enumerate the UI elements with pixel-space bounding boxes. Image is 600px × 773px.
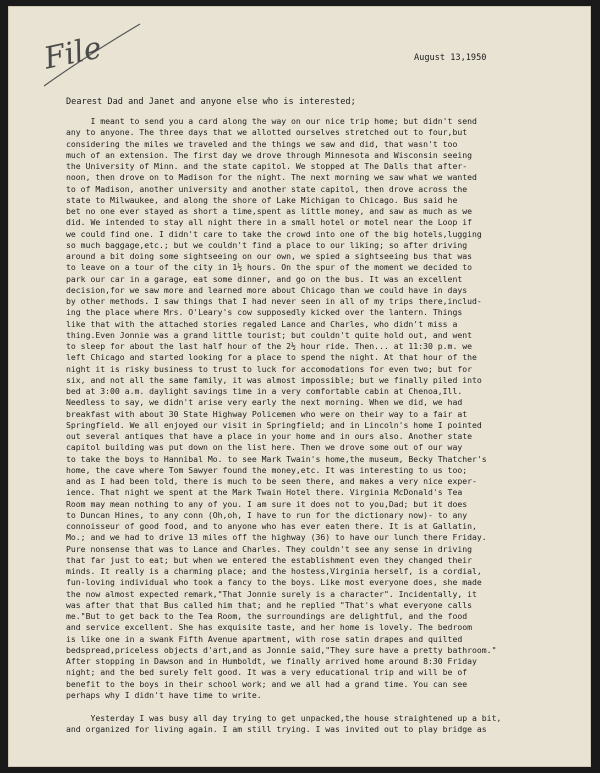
- letter-line: around a bit doing some sightseeing on our own, we spied a sightseeing bus that was: [66, 251, 473, 261]
- letter-line: bet no one ever stayed as short a time,spent as little money, and saw as much as we: [66, 206, 473, 216]
- letter-line: and service excellent. She has exquisite taste, and her home is lovely. The bedroom: [66, 622, 473, 633]
- letter-line: any to anyone. The three days that we allotted ourselves stretched out to four,but: [66, 127, 468, 138]
- letter-line: After stopping in Dawson and in Humboldt, we finally arrived home around 8:30 Friday: [66, 656, 477, 666]
- letter-line: like that with the attached stories regaled Lance and Charles, who didn't miss a: [66, 318, 458, 329]
- letter-line: benefit to the boys in their school work; and we all had a grand time. You can see: [66, 678, 468, 689]
- letter-line: by other methods. I saw things that I had never seen in all of my trips there,includ-: [66, 296, 482, 306]
- letter-line: is like one in a swank Fifth Avenue apartment, with rose satin drapes and quilted: [66, 633, 463, 644]
- letter-line: decision,for we saw more and learned more about Chicago than we could have in days: [66, 284, 468, 295]
- paragraph-2: [66, 713, 586, 736]
- letter-line: connoisseur of good food, and to anyone who has ever eaten there. It is at Gallatin,: [66, 521, 477, 531]
- letter-line: so much baggage,etc.; but we couldn't find a place to our liking; so after driving: [66, 239, 468, 250]
- letter-line: perhaps why I didn't have time to write.: [66, 689, 262, 700]
- letter-line: the University of Minn. and the state capitol. We stopped at The Dalls that after-: [66, 161, 468, 171]
- letter-line: Pure nonsense that was to Lance and Charles. They couldn't see any sense in driving: [66, 543, 473, 554]
- letter-line: that far just to eat; but when we entered the establishment even they changed their: [66, 554, 473, 565]
- letter-line: state to Milwaukee, and along the shore of Lake Michigan to Chicago. Bus said he: [66, 194, 458, 205]
- letter-line: capitol building was put down on the list here. Then we drove some out of our way: [66, 442, 463, 453]
- letter-line: considering the miles we traveled and the things we saw and did, that wasn't too: [66, 138, 458, 149]
- letter-line: did. We intended to stay all night there in a small hotel or motel near the Loop if: [66, 217, 473, 228]
- letter-line: to sleep for about the last half hour of the 2½ hour ride. Then... at 11:30 p.m. we: [66, 341, 473, 351]
- letter-line: noon, then drove on to Madison for the night. The next morning we saw what we wanted: [66, 172, 477, 183]
- letter-line: to of Madison, another university and another state capitol, then drove across the: [66, 183, 468, 194]
- letter-page: [8, 6, 591, 767]
- letter-salutation: Dearest Dad and Janet and anyone else who is interested;: [66, 97, 356, 107]
- letter-line: ience. That night we spent at the Mark Twain Hotel there. Virginia McDonald's Tea: [66, 487, 463, 498]
- letter-line: night; and the bed surely felt good. It was a very educational trip and will be of: [66, 667, 468, 678]
- letter-line: to leave on a tour of the city in 1½ hours. On the spur of the moment we decided to: [66, 262, 473, 273]
- letter-line: six, and not all the same family, it was almost impossible; but we finally piled into: [66, 374, 482, 385]
- letter-line: minds. It really is a charming place; and the hostess,Virginia herself, is a cordial,: [66, 566, 482, 576]
- letter-line: to take the boys to Hannibal Mo. to see Mark Twain's home,the museum, Becky Thatcher's: [66, 453, 487, 464]
- letter-line: park our car in a garage, eat some dinner, and go on the bus. It was an excellent: [66, 273, 463, 284]
- letter-line: Springfield. We all enjoyed our visit in Springfield; and in Lincoln's home I pointed: [66, 419, 482, 430]
- letter-line: breakfast with about 30 State Highway Policemen who were on their way to a fair at: [66, 408, 468, 419]
- letter-line: and as I had been told, there is much to be seen there, and makes a very nice exper-: [66, 476, 477, 486]
- letter-line: we could find one. I didn't care to take the crowd into one of the big hotels,lugging: [66, 228, 482, 239]
- letter-line: bed at 3:00 a.m. daylight savings time in a very comfortable cabin at Chenoa,Ill.: [66, 386, 463, 396]
- letter-line: to Duncan Hines, to any conn (Oh,oh, I have to run for the dictionary now)- to any: [66, 509, 468, 520]
- letter-line: Room may mean nothing to any of you. I am sure it does not to you,Dad; but it does: [66, 498, 468, 509]
- letter-line: Yesterday I was busy all day trying to get unpacked,the house straightened up a bit,: [66, 713, 502, 723]
- letter-line: the now almost expected remark,"That Jonnie surely is a character". Incidentally, it: [66, 588, 477, 599]
- letter-line: bedspread,priceless objects d'art,and as Jonnie said,"They sure have a pretty bathroom.": [66, 644, 497, 655]
- letter-line: out several antiques that have a place in your home and in ours also. Another state: [66, 431, 473, 441]
- letter-line: and organized for living again. I am still trying. I was invited out to play bridge as: [66, 724, 487, 735]
- letter-line: Mo.; and we had to drive 13 miles off the highway (36) to have our lunch there Friday.: [66, 532, 487, 543]
- letter-line: I meant to send you a card along the way on our nice trip home; but didn't send: [66, 116, 477, 126]
- letter-line: thing.Even Jonnie was a grand little tourist; but couldn't quite hold out, and went: [66, 329, 473, 340]
- letter-line: ing the place where Mrs. O'Leary's cow supposedly kicked over the lantern. Things: [66, 307, 463, 318]
- letter-line: much of an extension. The first day we drove through Minnesota and Wisconsin seeing: [66, 149, 473, 160]
- letter-line: me."But to get back to the Tea Room, the surroundings are delightful, and the food: [66, 611, 468, 621]
- letter-line: was after that that Bus called him that; and he replied "That's what everyone calls: [66, 599, 473, 610]
- letter-body: [66, 116, 586, 736]
- letter-line: Needless to say, we didn't arise very early the next morning. When we did, we had: [66, 397, 463, 408]
- letter-line: fun-loving individual who took a fancy to the boys. Like most everyone does, she made: [66, 577, 482, 588]
- letter-line: home, the cave where Tom Sawyer found the money,etc. It was interesting to us too;: [66, 464, 468, 475]
- handwritten-file-note: File: [40, 30, 105, 77]
- letter-date: August 13,1950: [414, 53, 487, 63]
- paragraph-1: [66, 116, 586, 701]
- letter-line: left Chicago and started looking for a place to spend the night. At that hour of the: [66, 352, 477, 363]
- letter-line: night it is risky business to trust to luck for accomodations for even two; but for: [66, 363, 473, 374]
